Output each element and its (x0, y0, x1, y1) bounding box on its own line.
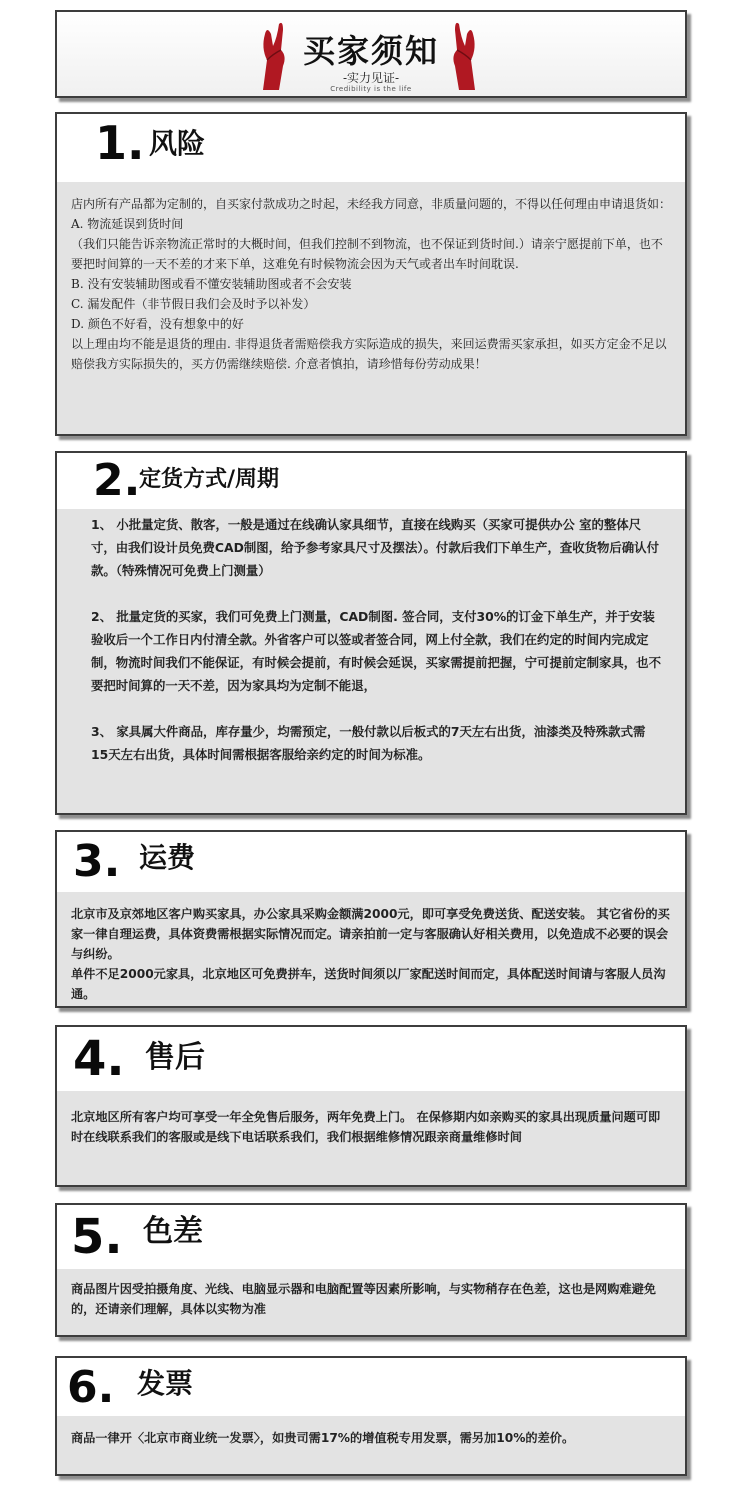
paragraph: （我们只能告诉亲物流正常时的大概时间，但我们控制不到物流，也不保证到货时间.）请亲宁愿提前下单，也不要把时间算的一天不差的才来下单，这难免有时候物流会因为天气或者出车时间耽误. (71, 237, 663, 271)
section-number: 2. (93, 455, 141, 506)
paragraph: A. 物流延误到货时间 (71, 217, 184, 231)
section-title: 色差 (143, 1214, 203, 1249)
section-body (71, 1279, 671, 1319)
paragraph: D. 颜色不好看，没有想象中的好 (71, 317, 244, 331)
paragraph: 以上理由均不能是退货的理由. 非得退货者需赔偿我方实际造成的损失，来回运费需买家承担，如买方定金不足以赔偿我方实际损失的，买方仍需继续赔偿. 介意者慎拍，请珍惜每份劳动成果！ (71, 337, 667, 371)
section-risk (55, 112, 687, 436)
section-number: 4. (73, 1031, 125, 1087)
section-ordering (55, 451, 687, 815)
section-title: 运费 (139, 841, 196, 874)
section-number: 6. (67, 1362, 115, 1413)
paragraph: 1、 小批量定货、散客，一般是通过在线确认家具细节，直接在线购买（买家可提供办公 室的整体尺寸，由我们设计员免费CAD制图，给予参考家具尺寸及摆法）。付款后我们下单生产，查收货物后确认付款。（特殊情况可免费上门测量） (91, 517, 659, 578)
section-title: 发票 (137, 1367, 194, 1400)
paragraph: 北京市及京郊地区客户购买家具，办公家具采购金额满2000元，即可享受免费送货、配送安装。 其它省份的买家一律自理运费，具体资费需根据实际情况而定。请亲拍前一定与客服确认好相关费用，以免造成不必要的误会与纠纷。 (71, 907, 670, 961)
section-after-sales (55, 1025, 687, 1187)
section-body (71, 904, 671, 1004)
paragraph: C. 漏发配件（非节假日我们会及时予以补发） (71, 297, 316, 311)
paragraph: 2、 批量定货的买家，我们可免费上门测量，CAD制图. 签合同，支付30%的订金下单生产，并于安装验收后一个工作日内付清全款。外省客户可以签或者签合同，网上付全款，我们在约定的时间内完成定制，物流时间我们不能保证，有时候会提前，有时候会延误，买家需提前把握，宁可提前定制家具，也不要把时间算的一天不差，因为家具均为定制不能退， (91, 609, 661, 693)
paragraph: 3、 家具属大件商品，库存量少，均需预定，一般付款以后板式的7天左右出货，油漆类及特殊款式需15天左右出货，具体时间需根据客服给亲约定的时间为标准。 (91, 724, 646, 762)
section-body (71, 194, 671, 374)
section-body (71, 1428, 671, 1448)
paragraph: B. 没有安装辅助图或看不懂安装辅助图或者不会安装 (71, 277, 352, 291)
section-title: 定货方式/周期 (139, 467, 280, 492)
section-title: 风险 (149, 127, 206, 160)
section-title: 售后 (145, 1040, 205, 1075)
page-subtitle: -实力见证- (342, 71, 400, 85)
page-slogan: Credibility is the life (330, 85, 412, 93)
section-number: 1. (95, 116, 145, 170)
section-number: 3. (73, 836, 121, 887)
paragraph: 店内所有产品都为定制的，自买家付款成功之时起，未经我方同意，非质量问题的，不得以任何理由申请退货如： (71, 197, 672, 211)
section-body (91, 513, 661, 766)
paragraph: 单件不足2000元家具，北京地区可免费拼车，送货时间须以厂家配送时间而定，具体配送时间请与客服人员沟通。 (71, 967, 666, 1001)
paragraph: 商品图片因受拍摄角度、光线、电脑显示器和电脑配置等因素所影响，与实物稍存在色差，这也是网购难避免的，还请亲们理解，具体以实物为准 (71, 1282, 656, 1316)
paragraph: 商品一律开〈北京市商业统一发票〉，如贵司需17%的增值税专用发票，需另加10%的差价。 (71, 1431, 575, 1445)
section-number: 5. (71, 1209, 123, 1265)
notice-header (55, 10, 687, 98)
page-title: 买家须知 (302, 32, 439, 70)
paragraph: 北京地区所有客户均可享受一年全免售后服务，两年免费上门。 在保修期内如亲购买的家具出现质量问题可即时在线联系我们的客服或是线下电话联系我们，我们根据维修情况跟亲商量维修时间 (71, 1110, 661, 1144)
section-color-difference (55, 1203, 687, 1337)
section-body (71, 1107, 671, 1147)
section-shipping (55, 830, 687, 1008)
section-invoice (55, 1356, 687, 1476)
